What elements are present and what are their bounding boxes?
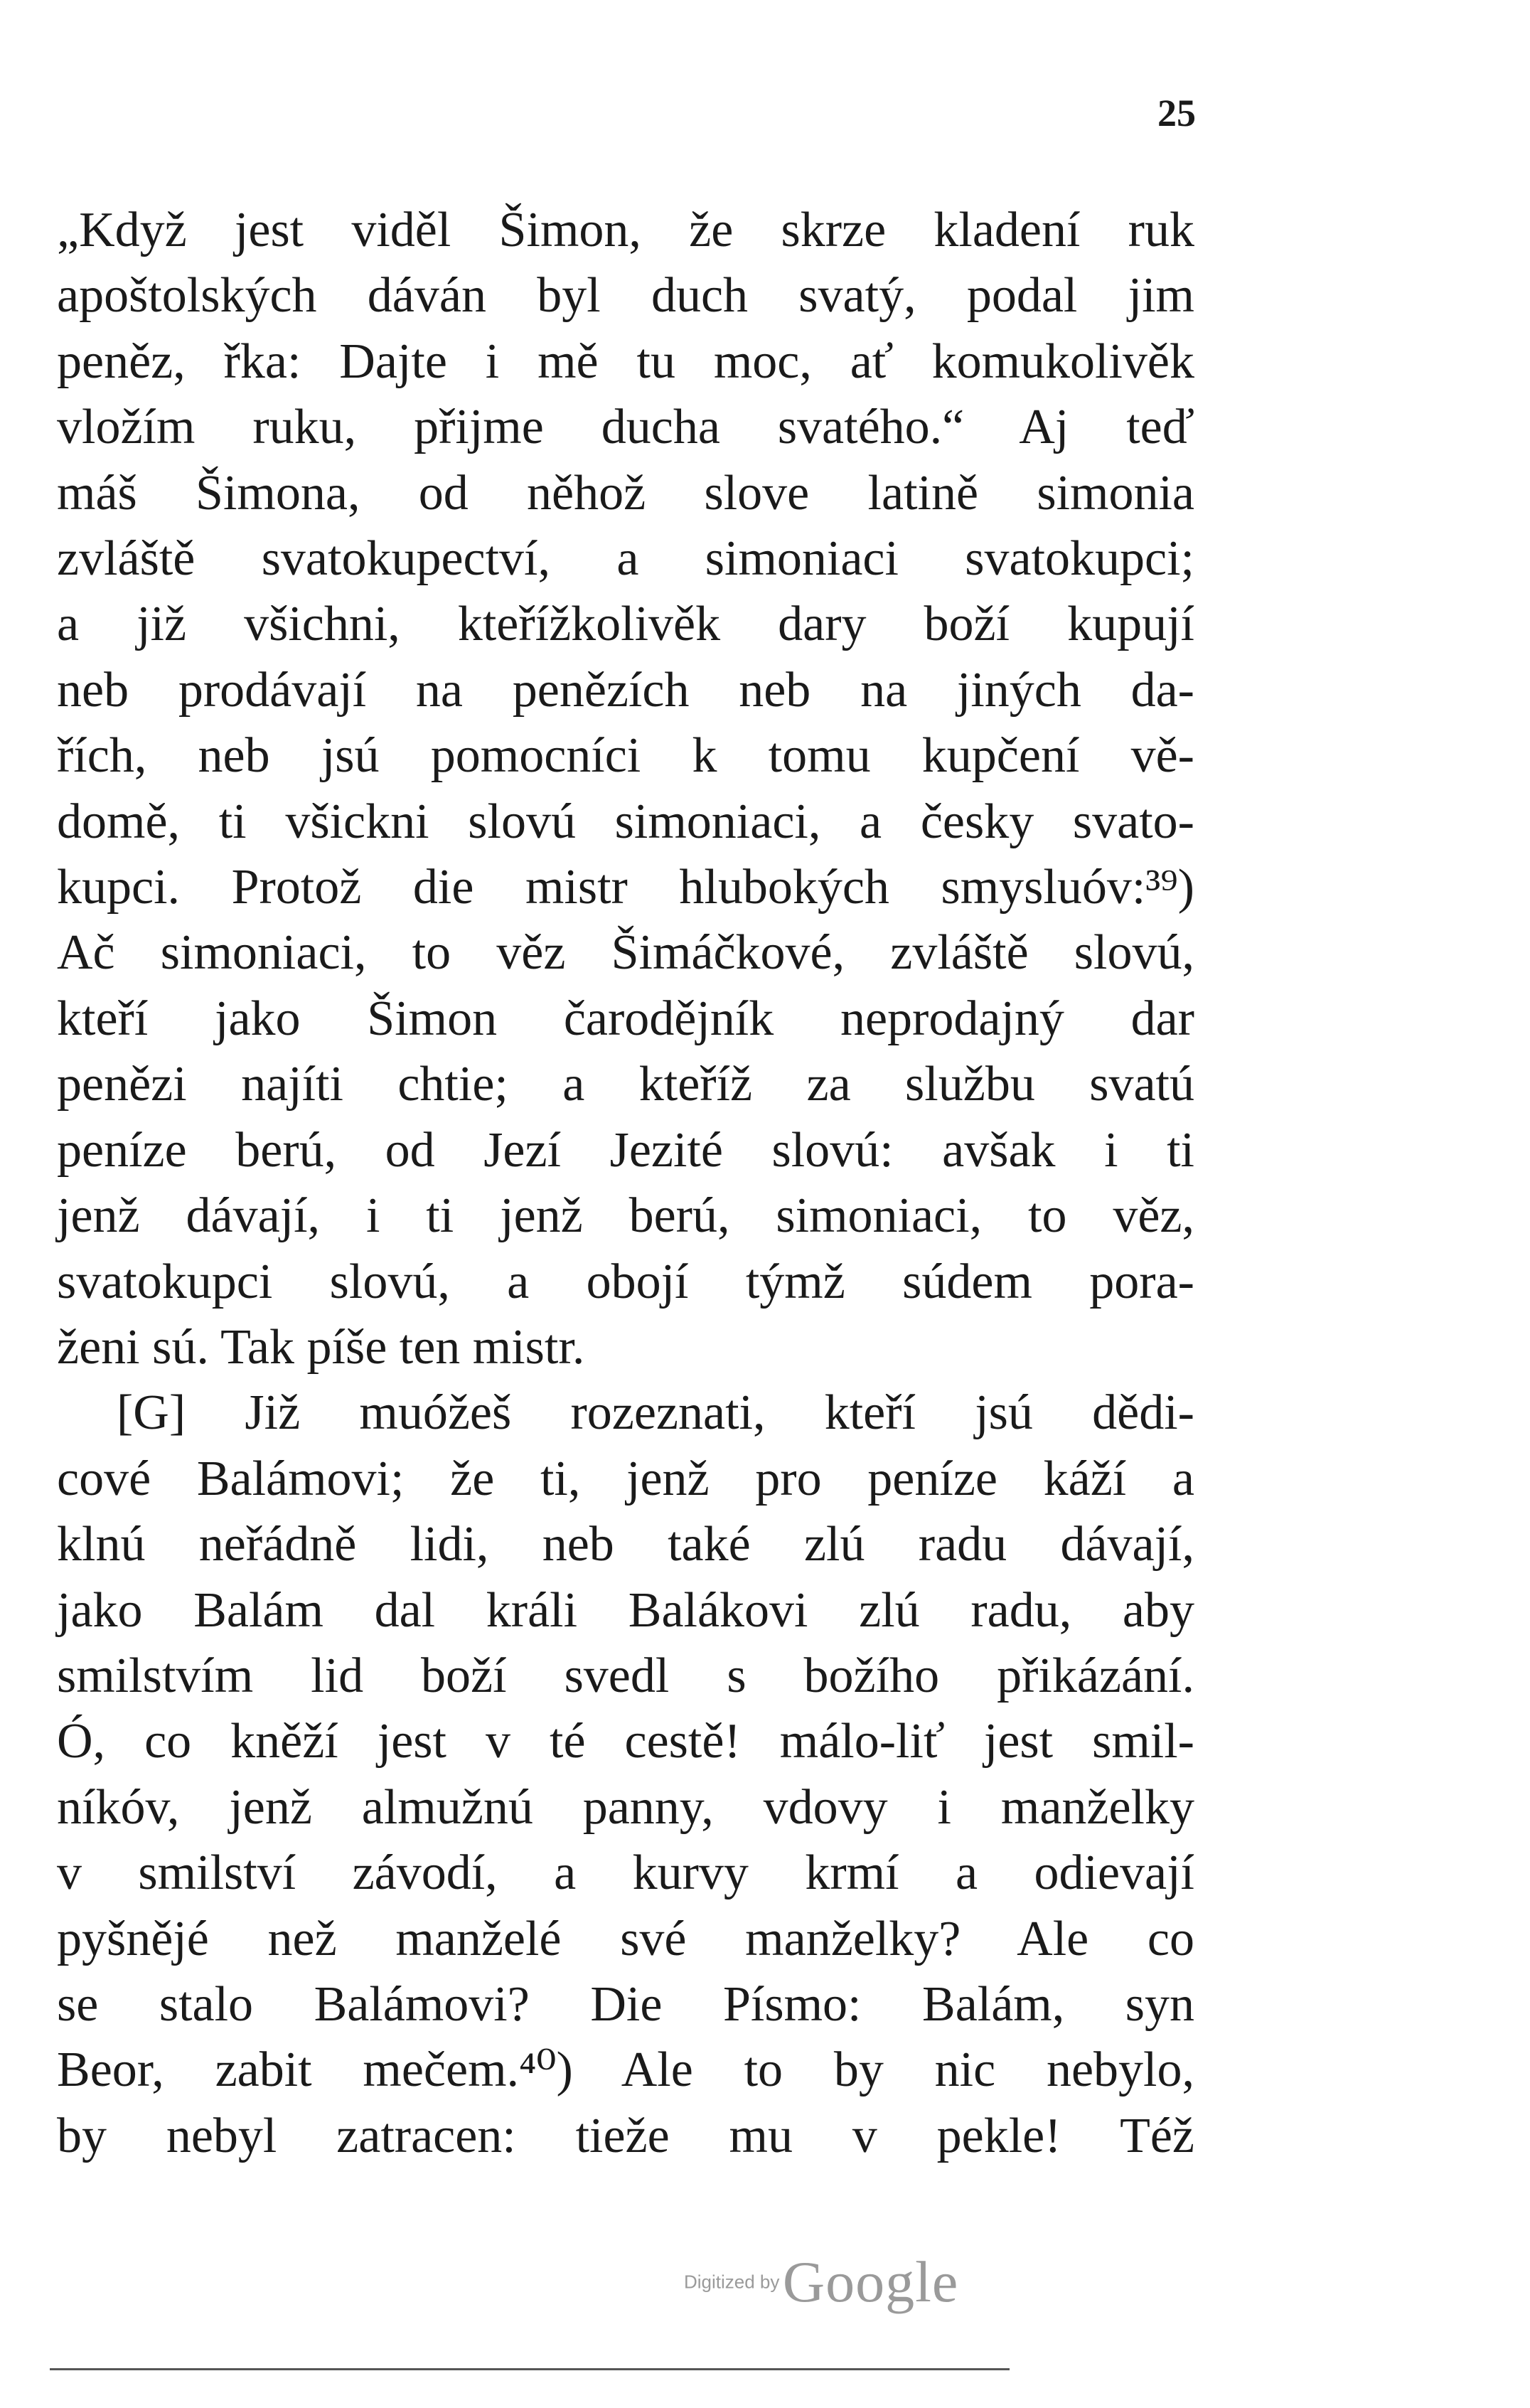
- text-line: pyšnějé než manželé své manželky? Ale co: [57, 1911, 1194, 1966]
- text-line: svatokupci slovú, a obojí týmž súdem pora-: [57, 1254, 1194, 1309]
- text-line: kteří jako Šimon čarodějník neprodajný dar: [57, 991, 1194, 1046]
- text-line: ženi sú. Tak píše ten mistr.: [57, 1319, 585, 1375]
- text-line: neb prodávají na penězích neb na jiných da-: [57, 662, 1194, 718]
- text-line: zvláště svatokupectví, a simoniaci svatokupci;: [57, 531, 1194, 587]
- paragraph-1: [57, 198, 1194, 1380]
- text-line: Beor, zabit mečem.⁴⁰) Ale to by nic nebylo,: [57, 2042, 1194, 2098]
- text-line: máš Šimona, od něhož slove latině simonia: [57, 465, 1194, 521]
- text-line: a již všichni, kteřížkolivěk dary boží kupují: [57, 597, 1194, 652]
- text-line: Ó, co kněží jest v té cestě! málo-liť jest smil-: [57, 1714, 1194, 1769]
- text-line: v smilství závodí, a kurvy krmí a odievají: [57, 1845, 1194, 1901]
- google-logo-text: Google: [782, 2249, 959, 2314]
- text-line: jenž dávají, i ti jenž berú, simoniaci, to věz,: [57, 1188, 1194, 1244]
- text-line: cové Balámovi; že ti, jenž pro peníze káží a: [57, 1451, 1194, 1506]
- text-line: [G] Již muóžeš rozeznati, kteří jsú dědi-: [117, 1385, 1194, 1441]
- text-line: vložím ruku, přijme ducha svatého.“ Aj teď: [57, 400, 1194, 455]
- text-line: kupci. Protož die mistr hlubokých smysluóv:³⁹): [57, 860, 1194, 915]
- text-line: by nebyl zatracen: tieže mu v pekle! Též: [57, 2108, 1194, 2163]
- digitized-by-label: Digitized by: [684, 2271, 780, 2293]
- text-line: řích, neb jsú pomocníci k tomu kupčení vě-: [57, 728, 1194, 784]
- text-line: „Když jest viděl Šimon, že skrze kladení ruk: [57, 203, 1194, 257]
- bottom-rule: [50, 2368, 1010, 2370]
- text-line: klnú neřádně lidi, neb také zlú radu dávají,: [57, 1517, 1194, 1572]
- text-line: apoštolských dáván byl duch svatý, podal jim: [57, 268, 1194, 324]
- paragraph-2: [57, 1380, 1194, 2169]
- text-line: Ač simoniaci, to věz Šimáčkové, zvláště slovú,: [57, 925, 1194, 981]
- body-text: [57, 198, 1194, 2169]
- text-line: níkóv, jenž almužnú panny, vdovy i manželky: [57, 1779, 1194, 1835]
- text-line: smilstvím lid boží svedl s božího přikázání.: [57, 1648, 1194, 1703]
- text-line: penězi najíti chtie; a kteříž za službu svatú: [57, 1057, 1194, 1112]
- text-line: domě, ti všickni slovú simoniaci, a česky svato-: [57, 794, 1194, 849]
- page-number: 25: [1157, 92, 1196, 134]
- text-line: se stalo Balámovi? Die Písmo: Balám, syn: [57, 1976, 1194, 2032]
- text-line: peněz, řka: Dajte i mě tu moc, ať komukolivěk: [57, 334, 1194, 389]
- text-line: jako Balám dal králi Balákovi zlú radu, aby: [57, 1582, 1194, 1638]
- text-line: peníze berú, od Jezí Jezité slovú: avšak i ti: [57, 1122, 1194, 1178]
- digitized-by-watermark: [684, 2249, 958, 2316]
